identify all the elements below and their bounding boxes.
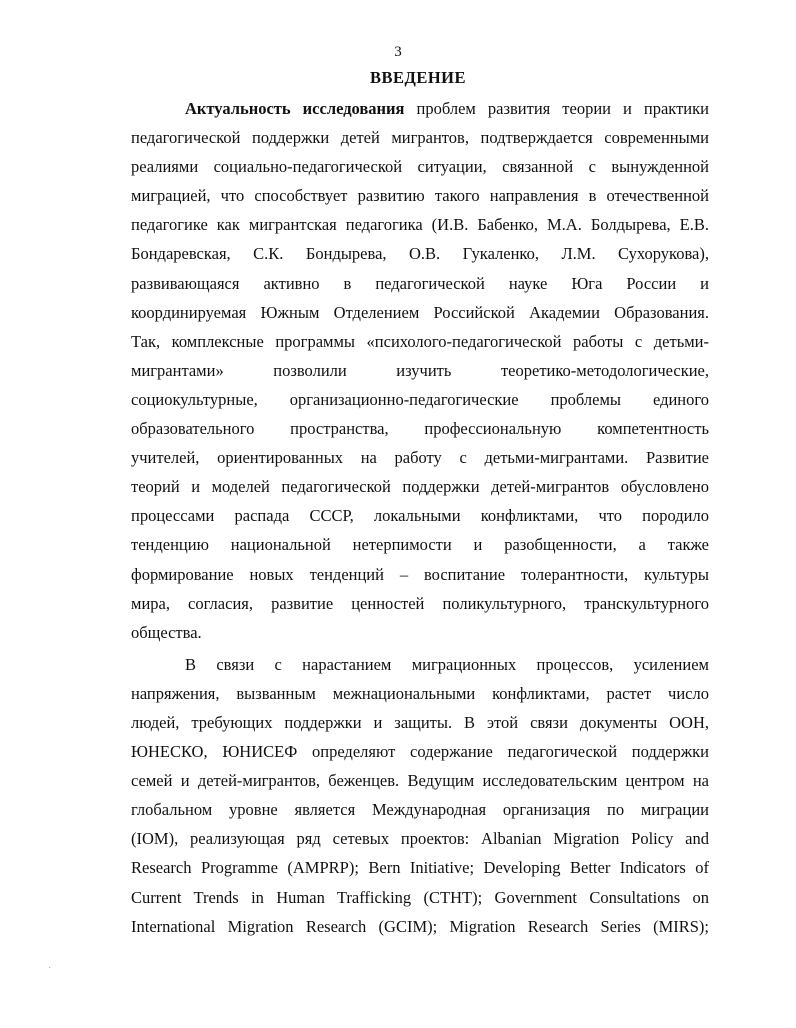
text-line: образовательного пространства, профессиональную компетентность <box>131 419 709 439</box>
text-line: Так, комплексные программы «психолого-педагогической работы с детьми- <box>131 331 709 351</box>
text-line: семей и детей-мигрантов, беженцев. Ведущим исследовательским центром на <box>131 771 709 791</box>
lead-bold-phrase: Актуальность исследования <box>185 99 405 118</box>
text-line: учителей, ориентированных на работу с детьми-мигрантами. Развитие <box>131 448 709 468</box>
text-line: Research Programme (AMPRP); Bern Initiative; Developing Better Indicators of <box>131 858 709 878</box>
paragraph1-line-1 <box>131 94 709 123</box>
page-number: 3 <box>394 44 402 60</box>
text-line: тенденцию национальной нетерпимости и разобщенности, а также <box>131 535 709 555</box>
text-line: развивающаяся активно в педагогической науке Юга России и <box>131 273 709 293</box>
margin-mark: · <box>48 963 52 974</box>
text-line: мира, согласия, развитие ценностей поликультурного, транскультурного <box>131 593 709 613</box>
text-line: теорий и моделей педагогической поддержки детей-мигрантов обусловлено <box>131 477 709 497</box>
paragraph1-line-1-rest: проблем развития теории и практики <box>404 99 709 118</box>
text-line: напряжения, вызванным межнациональными конфликтами, растет число <box>131 683 709 703</box>
text-line: координируемая Южным Отделением Российской Академии Образования. <box>131 302 709 322</box>
text-line: формирование новых тенденций – воспитание толерантности, культуры <box>131 564 709 584</box>
text-line: педагогике как мигрантская педагогика (И.В. Бабенко, М.А. Болдырева, Е.В. <box>131 215 709 235</box>
paragraph2-line-1: В связи с нарастанием миграционных процессов, усилением <box>185 654 709 674</box>
text-line: глобальном уровне является Международная организация по миграции <box>131 800 709 820</box>
page-title: ВВЕДЕНИЕ <box>369 68 467 87</box>
text-line: ЮНЕСКО, ЮНИСЕФ определяют содержание педагогической поддержки <box>131 742 709 762</box>
text-line: процессами распада СССР, локальными конфликтами, что породило <box>131 506 709 526</box>
text-line: миграцией, что способствует развитию такого направления в отечественной <box>131 186 709 206</box>
text-line: Current Trends in Human Trafficking (CTHT); Government Consultations on <box>131 887 709 907</box>
text-line: педагогической поддержки детей мигрантов, подтверждается современными <box>131 128 709 148</box>
text-line: людей, требующих поддержки и защиты. В этой связи документы ООН, <box>131 712 709 732</box>
text-line: International Migration Research (GCIM); Migration Research Series (MIRS); <box>131 916 709 936</box>
paragraph1-last-line: общества. <box>131 622 202 642</box>
text-line: реалиями социально-педагогической ситуации, связанной с вынужденной <box>131 157 709 177</box>
text-line: мигрантами» позволили изучить теоретико-методологические, <box>131 360 709 380</box>
text-line: (IOM), реализующая ряд сетевых проектов: Albanian Migration Policy and <box>131 829 709 849</box>
text-line: Бондаревская, С.К. Бондырева, О.В. Гукаленко, Л.М. Сухорукова), <box>131 244 709 264</box>
body-text <box>131 94 709 941</box>
text-line: социокультурные, организационно-педагогические проблемы единого <box>131 389 709 409</box>
